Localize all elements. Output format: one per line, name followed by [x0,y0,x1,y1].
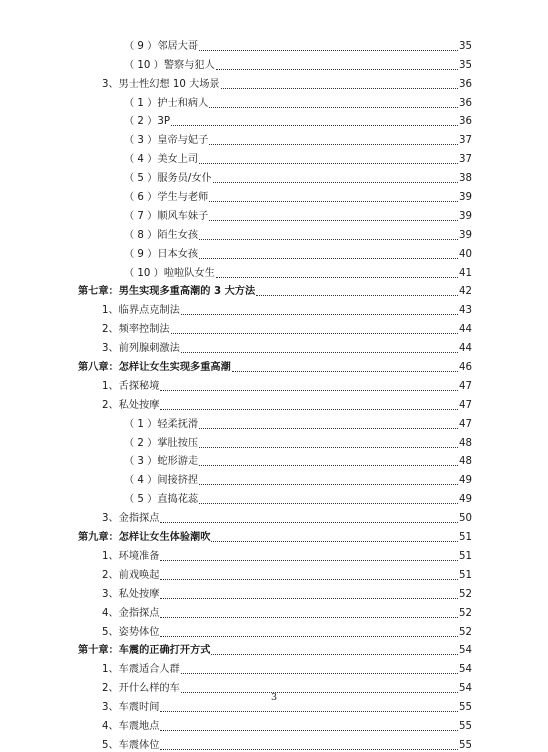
toc-subsection-entry[interactable] [78,487,472,506]
toc-subsection-entry[interactable] [78,431,472,450]
toc-entry-page: 35 [459,40,472,52]
dot-leader [256,295,458,296]
toc-entry-page: 48 [459,437,472,449]
toc-entry-page: 36 [459,78,472,90]
toc-entry-page: 37 [459,135,472,147]
dot-leader [160,560,458,561]
toc-section-entry[interactable] [78,506,472,525]
toc-entry-title: 第九章：怎样让女生体验潮吹 [78,532,211,544]
toc-entry-page: 36 [459,97,472,109]
dot-leader [199,503,458,504]
toc-entry-page: 42 [459,286,472,298]
toc-entry-page: 51 [459,550,472,562]
toc-entry-page: 55 [459,702,472,714]
toc-entry-title: 2、前戏唤起 [102,569,160,581]
toc-subsection-entry[interactable] [78,450,472,469]
toc-section-entry[interactable] [78,563,472,582]
dot-leader [221,88,458,89]
dot-leader [216,277,458,278]
dot-leader [160,636,458,637]
toc-entry-title: 1、舌探秘境 [102,380,160,392]
toc-entry-title: 2、私处按摩 [102,399,160,411]
toc-entry-title: （ 2 ）掌肚按压 [124,437,199,449]
dot-leader [160,579,458,580]
toc-entry-title: （ 6 ）学生与老师 [124,192,209,204]
toc-entry-page: 37 [459,154,472,166]
toc-entry-page: 52 [459,626,472,638]
dot-leader [199,428,458,429]
toc-entry-page: 46 [459,362,472,374]
toc-entry-title: （ 1 ）轻柔抚滑 [124,418,199,430]
toc-entry-page: 47 [459,418,472,430]
toc-entry-page: 49 [459,494,472,506]
toc-entry-page: 51 [459,569,472,581]
toc-entry-page: 55 [459,720,472,732]
toc-entry-page: 38 [459,173,472,185]
toc-entry-page: 54 [459,645,472,657]
toc-entry-title: 4、车震地点 [102,720,160,732]
toc-entry-title: （ 10 ）警察与犯人 [124,59,215,71]
toc-section-entry[interactable] [78,393,472,412]
toc-entry-page: 54 [459,683,472,695]
toc-chapter-entry[interactable] [78,355,472,374]
toc-entry-title: 第七章：男生实现多重高潮的 3 大方法 [78,286,256,298]
dot-leader [171,333,458,334]
toc-entry-page: 49 [459,475,472,487]
toc-entry-title: （ 3 ）蛇形游走 [124,456,199,468]
dot-leader [160,617,458,618]
dot-leader [209,220,458,221]
dot-leader [160,711,458,712]
toc-entry-page: 54 [459,664,472,676]
toc-entry-title: 3、男士性幻想 10 大场景 [102,78,220,90]
toc-entry-title: （ 10 ）啦啦队女生 [124,267,215,279]
dot-leader [216,69,458,70]
toc-entry-title: 5、车震体位 [102,739,160,751]
toc-entry-title: 3、私处按摩 [102,588,160,600]
toc-entry-page: 55 [459,739,472,751]
toc-entry-title: （ 1 ）护士和病人 [124,97,209,109]
toc-entry-page: 39 [459,210,472,222]
toc-section-entry[interactable] [78,582,472,601]
toc-entry-page: 35 [459,59,472,71]
toc-entry-page: 44 [459,343,472,355]
toc-entry-page: 52 [459,607,472,619]
toc-subsection-entry[interactable] [78,166,472,185]
toc-subsection-entry[interactable] [78,91,472,110]
toc-entry-title: 1、环境准备 [102,550,160,562]
toc-entry-page: 47 [459,399,472,411]
toc-entry-title: 第八章：怎样让女生实现多重高潮 [78,362,231,374]
toc-entry-title: （ 9 ）日本女孩 [124,248,199,260]
dot-leader [181,314,458,315]
toc-section-entry[interactable] [78,601,472,620]
dot-leader [160,730,458,731]
toc-entry-title: （ 5 ）服务员/女仆 [124,173,212,185]
dot-leader [213,182,458,183]
toc-section-entry[interactable] [78,714,472,733]
dot-leader [209,107,458,108]
toc-entry-page: 39 [459,192,472,204]
toc-entry-page: 41 [459,267,472,279]
toc-entry-title: （ 5 ）直捣花蕊 [124,494,199,506]
toc-entry-title: 3、车震时间 [102,702,160,714]
page-number: 3 [270,692,278,703]
dot-leader [160,409,458,410]
toc-subsection-entry[interactable] [78,53,472,72]
dot-leader [160,390,458,391]
toc-section-entry[interactable] [78,544,472,563]
toc-section-entry[interactable] [78,317,472,336]
dot-leader [199,484,458,485]
toc-entry-page: 51 [459,532,472,544]
toc-subsection-entry[interactable] [78,147,472,166]
dot-leader [160,598,458,599]
dot-leader [209,201,458,202]
toc-entry-page: 40 [459,248,472,260]
toc-entry-page: 48 [459,456,472,468]
dot-leader [160,522,458,523]
toc-entry-title: 2、频率控制法 [102,324,170,336]
toc-subsection-entry[interactable] [78,185,472,204]
dot-leader [171,125,458,126]
toc-subsection-entry[interactable] [78,242,472,261]
toc-entry-title: （ 4 ）间接挤捏 [124,475,199,487]
toc-subsection-entry[interactable] [78,223,472,242]
toc-section-entry[interactable] [78,336,472,355]
toc-entry-page: 39 [459,229,472,241]
dot-leader [199,465,458,466]
toc-entry-page: 44 [459,324,472,336]
toc-entry-title: （ 3 ）皇帝与妃子 [124,135,209,147]
toc-entry-page: 52 [459,588,472,600]
dot-leader [211,654,458,655]
toc-subsection-entry[interactable] [78,261,472,280]
toc-entry-title: 2、开什么样的车 [102,683,180,695]
toc-entry-title: （ 8 ）陌生女孩 [124,229,199,241]
toc-entry-title: （ 9 ）邻居大哥 [124,40,199,52]
dot-leader [211,541,458,542]
toc-entry-title: 5、姿势体位 [102,626,160,638]
toc-section-entry[interactable] [78,620,472,639]
dot-leader [199,50,458,51]
dot-leader [160,749,458,750]
toc-chapter-entry[interactable] [78,639,472,658]
toc-entry-title: 3、金指探点 [102,513,160,525]
toc-entry-title: （ 7 ）顺风车妹子 [124,210,209,222]
dot-leader [199,258,458,259]
dot-leader [232,371,458,372]
dot-leader [199,163,458,164]
toc-subsection-entry[interactable] [78,34,472,53]
dot-leader [209,144,458,145]
dot-leader [199,239,458,240]
toc-section-entry[interactable] [78,374,472,393]
toc-entry-title: 1、车震适合人群 [102,664,180,676]
toc-subsection-entry[interactable] [78,412,472,431]
toc-section-entry[interactable] [78,72,472,91]
toc-entry-page: 43 [459,305,472,317]
toc-section-entry[interactable] [78,733,472,752]
toc-subsection-entry[interactable] [78,128,472,147]
table-of-contents [78,34,472,752]
toc-entry-page: 47 [459,380,472,392]
toc-entry-title: 1、临界点克制法 [102,305,180,317]
toc-entry-title: （ 2 ）3P [124,116,170,128]
toc-subsection-entry[interactable] [78,204,472,223]
toc-subsection-entry[interactable] [78,110,472,129]
toc-chapter-entry[interactable] [78,280,472,299]
toc-entry-title: 3、前列腺刺激法 [102,343,180,355]
toc-entry-title: 第十章：车震的正确打开方式 [78,645,211,657]
toc-entry-title: 4、金指探点 [102,607,160,619]
toc-subsection-entry[interactable] [78,468,472,487]
toc-entry-page: 36 [459,116,472,128]
dot-leader [181,673,458,674]
dot-leader [181,352,458,353]
dot-leader [199,447,458,448]
toc-section-entry[interactable] [78,657,472,676]
toc-entry-page: 50 [459,513,472,525]
toc-section-entry[interactable] [78,298,472,317]
toc-chapter-entry[interactable] [78,525,472,544]
toc-entry-title: （ 4 ）美女上司 [124,154,199,166]
